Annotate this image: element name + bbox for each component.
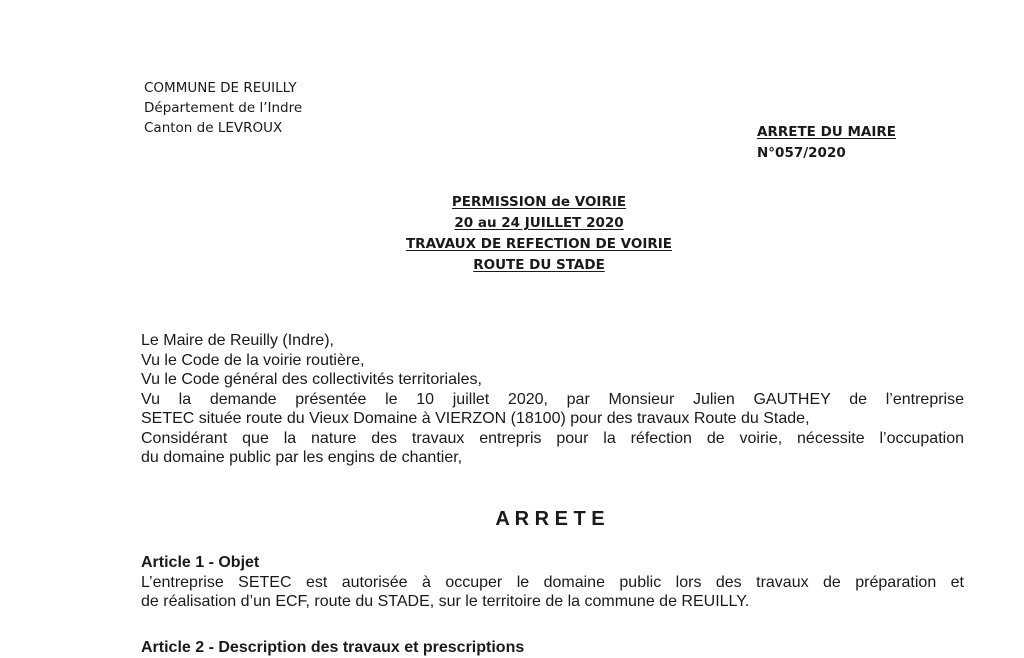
- departement-name: Département de l’Indre: [144, 100, 303, 116]
- preamble-block: [141, 331, 964, 468]
- decree-reference-block: [757, 122, 896, 163]
- commune-name: COMMUNE DE REUILLY: [144, 80, 297, 96]
- subject-line-2: 20 au 24 JUILLET 2020: [454, 215, 624, 231]
- preamble-line: Considérant que la nature des travaux entrepris pour la réfection de voirie, nécessite l’occupation: [141, 429, 964, 447]
- decree-title: ARRETE DU MAIRE: [757, 124, 896, 140]
- subject-block: [0, 192, 1024, 276]
- preamble-line: Vu le Code de la voirie routière,: [141, 351, 365, 369]
- article-1-line: L’entreprise SETEC est autorisée à occuper le domaine public lors des travaux de préparation et: [141, 573, 964, 591]
- article-1: [141, 553, 964, 612]
- article-1-title: Article 1 - Objet: [141, 554, 260, 571]
- subject-line-1: PERMISSION de VOIRIE: [451, 194, 627, 210]
- decree-number: N°057/2020: [757, 145, 846, 161]
- article-2-title: Article 2 - Description des travaux et prescriptions: [141, 639, 525, 656]
- preamble-line: SETEC située route du Vieux Domaine à VIERZON (18100) pour des travaux Route du Stade,: [141, 410, 810, 427]
- subject-line-4: ROUTE DU STADE: [473, 257, 605, 273]
- preamble-line: Vu le Code général des collectivités territoriales,: [141, 371, 482, 388]
- article-1-line: de réalisation d’un ECF, route du STADE, sur le territoire de la commune de REUILLY.: [141, 593, 750, 610]
- issuing-authority-block: [144, 78, 302, 138]
- subject-line-3: TRAVAUX DE REFECTION DE VOIRIE: [405, 236, 673, 252]
- decision-heading: A R R E T E: [495, 508, 605, 530]
- preamble-line: Vu la demande présentée le 10 juillet 2020, par Monsieur Julien GAUTHEY de l’entreprise: [141, 390, 964, 408]
- canton-name: Canton de LEVROUX: [144, 120, 283, 136]
- preamble-line: du domaine public par les engins de chantier,: [141, 449, 463, 466]
- preamble-line: Le Maire de Reuilly (Indre),: [141, 332, 334, 349]
